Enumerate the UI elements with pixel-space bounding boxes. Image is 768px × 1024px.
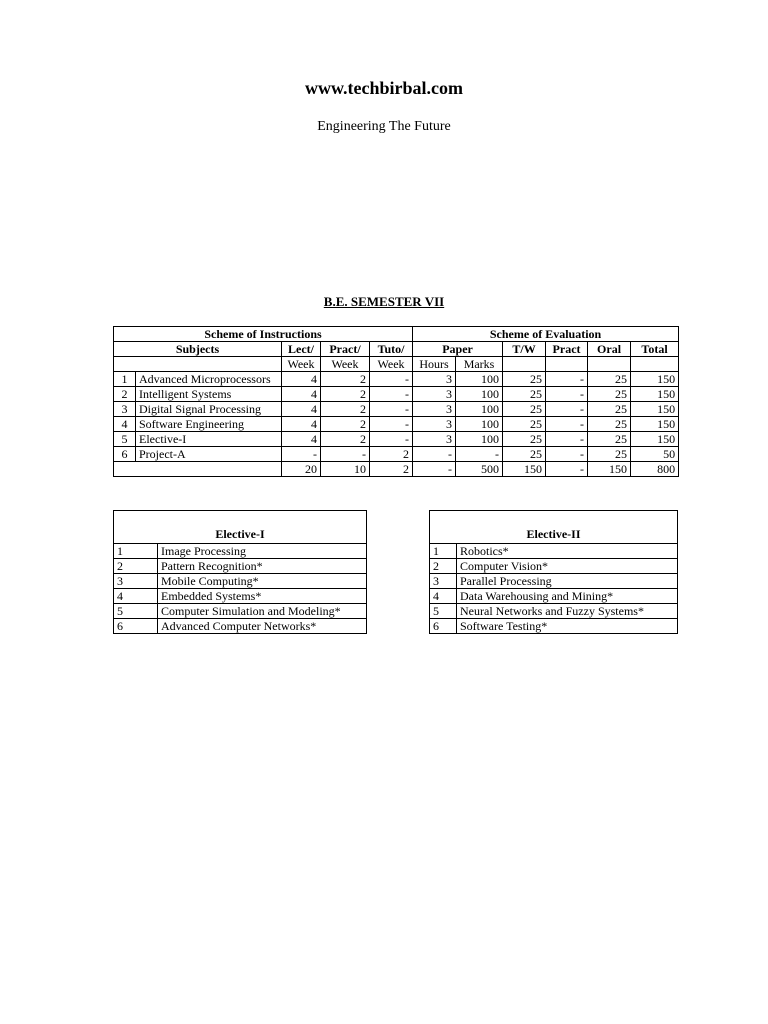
cell-marks: 100 <box>456 402 503 417</box>
list-item <box>430 589 678 604</box>
sub-hours: Hours <box>413 357 456 372</box>
cell-subject: Digital Signal Processing <box>136 402 282 417</box>
subject-rows <box>114 372 679 462</box>
elective-no: 1 <box>430 544 457 559</box>
cell-no: 2 <box>114 387 136 402</box>
col-tuto: Tuto/ <box>370 342 413 357</box>
cell-tuto: - <box>370 402 413 417</box>
list-item <box>114 574 367 589</box>
cell-subject: Elective-I <box>136 432 282 447</box>
cell-oral: 25 <box>588 447 631 462</box>
elective-2-rows <box>430 544 678 634</box>
cell-hours: 3 <box>413 372 456 387</box>
elective-name: Computer Vision* <box>457 559 678 574</box>
col-pract: Pract/ <box>321 342 370 357</box>
cell-hours: - <box>413 447 456 462</box>
cell-oral: 25 <box>588 417 631 432</box>
cell-pract: 2 <box>321 417 370 432</box>
cell-tuto: - <box>370 417 413 432</box>
elective-2-title: Elective-II <box>430 511 678 544</box>
elective-name: Mobile Computing* <box>158 574 367 589</box>
table-row <box>114 417 679 432</box>
cell-tw: 25 <box>503 387 546 402</box>
sub-blank <box>588 357 631 372</box>
list-item <box>114 559 367 574</box>
cell-total: 150 <box>631 432 679 447</box>
list-item <box>114 589 367 604</box>
col-subjects: Subjects <box>114 342 282 357</box>
cell-subject: Software Engineering <box>136 417 282 432</box>
elective-name: Computer Simulation and Modeling* <box>158 604 367 619</box>
list-item <box>430 574 678 589</box>
cell-tw: 25 <box>503 447 546 462</box>
table-row <box>114 402 679 417</box>
elective-1-table <box>113 510 367 634</box>
cell-pract: 2 <box>321 387 370 402</box>
list-item <box>430 604 678 619</box>
elective-name: Parallel Processing <box>457 574 678 589</box>
cell-pract: 2 <box>321 432 370 447</box>
elective-name: Image Processing <box>158 544 367 559</box>
totals-blank <box>114 462 282 477</box>
cell-oral: 25 <box>588 402 631 417</box>
elective-no: 4 <box>430 589 457 604</box>
table-row <box>114 387 679 402</box>
cell-tw: 25 <box>503 417 546 432</box>
cell-pract: - <box>321 447 370 462</box>
elective-1-title: Elective-I <box>114 511 367 544</box>
elective-1-rows <box>114 544 367 634</box>
list-item <box>430 559 678 574</box>
group-evaluation: Scheme of Evaluation <box>413 327 679 342</box>
sub-blank <box>546 357 588 372</box>
total-tuto: 2 <box>370 462 413 477</box>
totals-row <box>114 462 679 477</box>
cell-tuto: - <box>370 432 413 447</box>
cell-marks: 100 <box>456 387 503 402</box>
elective-name: Advanced Computer Networks* <box>158 619 367 634</box>
cell-pract-eval: - <box>546 402 588 417</box>
total-tw: 150 <box>503 462 546 477</box>
semester-title <box>0 294 768 310</box>
total-marks: 500 <box>456 462 503 477</box>
cell-subject: Advanced Microprocessors <box>136 372 282 387</box>
scheme-table <box>113 326 679 477</box>
col-pract-eval: Pract <box>546 342 588 357</box>
list-item <box>430 544 678 559</box>
elective-no: 2 <box>430 559 457 574</box>
elective-no: 5 <box>114 604 158 619</box>
cell-lect: - <box>282 447 321 462</box>
total-oral: 150 <box>588 462 631 477</box>
elective-no: 4 <box>114 589 158 604</box>
col-tw: T/W <box>503 342 546 357</box>
cell-pract-eval: - <box>546 432 588 447</box>
elective-no: 6 <box>430 619 457 634</box>
elective-name: Embedded Systems* <box>158 589 367 604</box>
elective-2-table <box>429 510 678 634</box>
site-url: www.techbirbal.com <box>305 78 463 98</box>
col-lect: Lect/ <box>282 342 321 357</box>
cell-total: 50 <box>631 447 679 462</box>
semester-title-text: B.E. SEMESTER VII <box>323 294 445 309</box>
sub-week-pract: Week <box>321 357 370 372</box>
cell-subject: Project-A <box>136 447 282 462</box>
cell-subject: Intelligent Systems <box>136 387 282 402</box>
col-oral: Oral <box>588 342 631 357</box>
elective-no: 3 <box>114 574 158 589</box>
cell-total: 150 <box>631 387 679 402</box>
column-header-row <box>114 342 679 357</box>
elective-no: 2 <box>114 559 158 574</box>
elective-no: 6 <box>114 619 158 634</box>
cell-total: 150 <box>631 402 679 417</box>
cell-lect: 4 <box>282 432 321 447</box>
col-paper: Paper <box>413 342 503 357</box>
list-item <box>430 619 678 634</box>
cell-oral: 25 <box>588 372 631 387</box>
sub-header-blank <box>114 357 282 372</box>
cell-oral: 25 <box>588 387 631 402</box>
cell-tuto: - <box>370 387 413 402</box>
table-row <box>114 372 679 387</box>
cell-no: 5 <box>114 432 136 447</box>
total-pract-eval: - <box>546 462 588 477</box>
col-total: Total <box>631 342 679 357</box>
cell-hours: 3 <box>413 417 456 432</box>
sub-week-tuto: Week <box>370 357 413 372</box>
elective-name: Neural Networks and Fuzzy Systems* <box>457 604 678 619</box>
elective-name: Pattern Recognition* <box>158 559 367 574</box>
table-row <box>114 432 679 447</box>
total-total: 800 <box>631 462 679 477</box>
list-item <box>114 604 367 619</box>
cell-marks: 100 <box>456 432 503 447</box>
cell-total: 150 <box>631 372 679 387</box>
total-hours: - <box>413 462 456 477</box>
elective-no: 3 <box>430 574 457 589</box>
cell-hours: 3 <box>413 432 456 447</box>
cell-lect: 4 <box>282 402 321 417</box>
cell-tw: 25 <box>503 402 546 417</box>
cell-no: 6 <box>114 447 136 462</box>
sub-marks: Marks <box>456 357 503 372</box>
group-header-row <box>114 327 679 342</box>
list-item <box>114 544 367 559</box>
cell-marks: - <box>456 447 503 462</box>
table-row <box>114 447 679 462</box>
total-pract: 10 <box>321 462 370 477</box>
cell-hours: 3 <box>413 402 456 417</box>
elective-name: Software Testing* <box>457 619 678 634</box>
elective-name: Data Warehousing and Mining* <box>457 589 678 604</box>
tagline: Engineering The Future <box>317 119 451 134</box>
cell-pract: 2 <box>321 402 370 417</box>
cell-pract-eval: - <box>546 372 588 387</box>
cell-tuto: - <box>370 372 413 387</box>
total-lect: 20 <box>282 462 321 477</box>
elective-name: Robotics* <box>457 544 678 559</box>
cell-lect: 4 <box>282 372 321 387</box>
list-item <box>114 619 367 634</box>
cell-total: 150 <box>631 417 679 432</box>
cell-no: 3 <box>114 402 136 417</box>
cell-oral: 25 <box>588 432 631 447</box>
cell-no: 1 <box>114 372 136 387</box>
cell-no: 4 <box>114 417 136 432</box>
cell-tuto: 2 <box>370 447 413 462</box>
cell-hours: 3 <box>413 387 456 402</box>
cell-pract-eval: - <box>546 417 588 432</box>
cell-pract-eval: - <box>546 387 588 402</box>
cell-tw: 25 <box>503 432 546 447</box>
cell-lect: 4 <box>282 417 321 432</box>
elective-no: 1 <box>114 544 158 559</box>
cell-tw: 25 <box>503 372 546 387</box>
sub-week-lect: Week <box>282 357 321 372</box>
cell-marks: 100 <box>456 417 503 432</box>
sub-header-row <box>114 357 679 372</box>
cell-pract-eval: - <box>546 447 588 462</box>
cell-lect: 4 <box>282 387 321 402</box>
sub-blank <box>503 357 546 372</box>
group-instructions: Scheme of Instructions <box>114 327 413 342</box>
sub-blank <box>631 357 679 372</box>
cell-pract: 2 <box>321 372 370 387</box>
elective-no: 5 <box>430 604 457 619</box>
cell-marks: 100 <box>456 372 503 387</box>
